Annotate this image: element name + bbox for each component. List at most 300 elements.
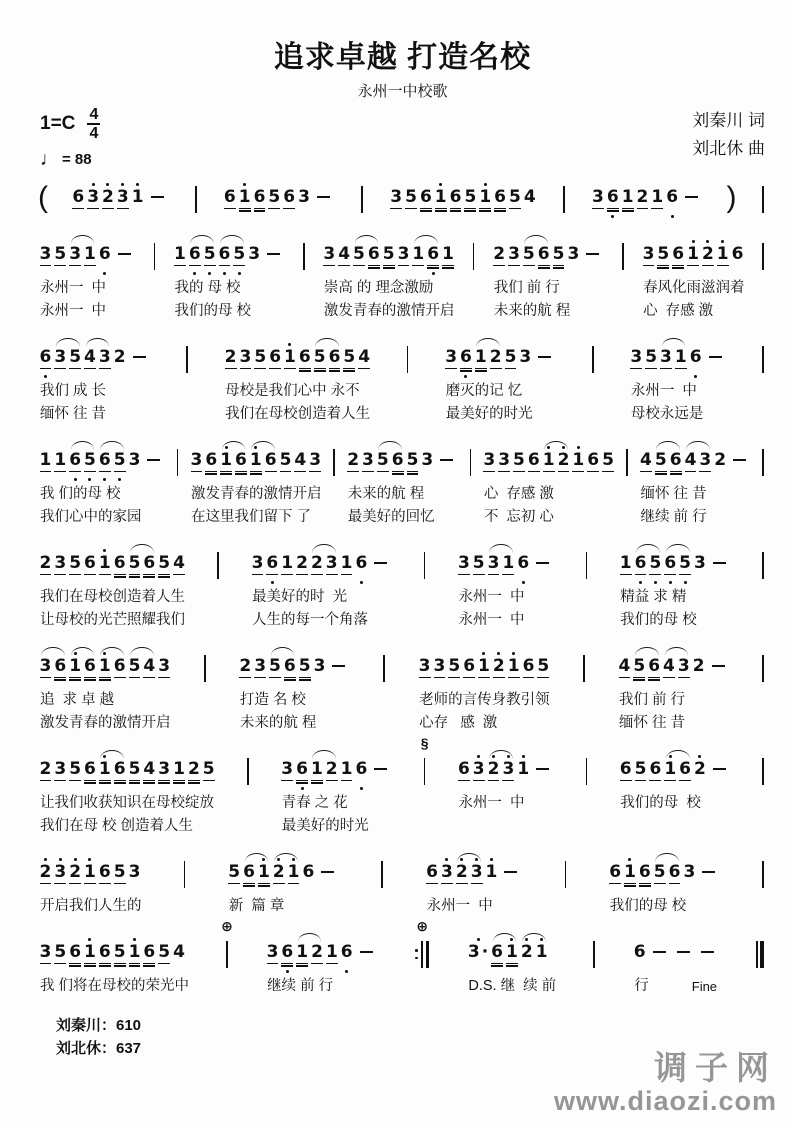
rhythm-underline	[506, 963, 518, 965]
dash-extension	[114, 235, 135, 277]
slur-arc	[375, 441, 405, 483]
note-digit: 6	[302, 861, 315, 882]
note	[102, 178, 114, 220]
rhythm-underline	[250, 473, 262, 475]
lyrics-text: 我 们将在母校的荣光中	[40, 977, 190, 994]
rhythm-underline	[69, 883, 81, 885]
note-digit: 5	[69, 758, 82, 779]
note	[299, 338, 311, 380]
rhythm-underline	[281, 574, 293, 576]
slur-arc	[187, 235, 217, 277]
measure-notes	[173, 235, 286, 277]
slur-arc	[97, 441, 127, 483]
note	[99, 647, 111, 689]
rhythm-underline	[54, 780, 66, 782]
octave-dot-above	[698, 755, 701, 758]
rhythm-underline	[158, 574, 170, 576]
note-digit: 3	[390, 186, 403, 207]
lyrics-line-2	[250, 609, 393, 632]
note-digit: 5	[268, 186, 281, 207]
rhythm-underline	[117, 208, 129, 210]
rhythm-underline	[99, 780, 111, 782]
note-digit: 2	[39, 861, 52, 882]
rhythm-underline	[506, 965, 518, 967]
rhythm-underline	[471, 883, 483, 885]
rhythm-underline	[633, 677, 645, 679]
note-digit: 3	[309, 449, 322, 470]
note-digit: 3	[69, 243, 82, 264]
note-digit: 2	[701, 243, 714, 264]
rhythm-underline	[314, 370, 326, 372]
rhythm-underline	[509, 208, 521, 210]
octave-dot-above	[475, 858, 478, 861]
note	[114, 750, 126, 792]
note	[54, 647, 66, 689]
note	[666, 178, 678, 220]
lyrics-text: 新 篇 章	[228, 897, 285, 914]
note	[284, 338, 296, 380]
note-digit: 5	[634, 758, 647, 779]
rhythm-underline	[69, 679, 81, 681]
note-digit: 1	[340, 758, 353, 779]
octave-dot-below	[684, 581, 687, 584]
octave-dot-below	[654, 581, 657, 584]
rhythm-underline	[40, 265, 52, 267]
measure-notes	[38, 933, 189, 975]
note-digit: 3	[421, 449, 434, 470]
lyrics-line-1	[632, 975, 719, 998]
note-digit: 6	[463, 655, 476, 676]
rhythm-underline	[655, 473, 667, 475]
measure-notes	[632, 933, 719, 975]
final-barline	[753, 933, 767, 968]
rhythm-underline	[288, 883, 300, 885]
note	[252, 544, 264, 586]
lyrics-line-1	[346, 483, 459, 506]
note-digit: 1	[674, 346, 687, 367]
note	[40, 544, 52, 586]
note-digit: 1	[506, 941, 518, 962]
dash-extension	[729, 441, 750, 483]
note	[99, 441, 111, 483]
rhythm-underline	[69, 963, 81, 965]
measure-notes	[417, 647, 551, 689]
note-digit: 1	[284, 346, 296, 367]
note-digit: 5	[522, 243, 535, 264]
note-digit: 6	[367, 243, 380, 264]
note-digit: 6	[606, 186, 619, 207]
barline	[404, 338, 412, 373]
note	[536, 933, 548, 975]
slur-arc	[295, 933, 325, 975]
octave-dot-above	[460, 858, 463, 861]
rhythm-underline	[341, 780, 353, 782]
note-digit: 1	[478, 655, 490, 676]
slur-arc	[127, 544, 157, 586]
measure-notes	[346, 441, 459, 483]
note	[69, 853, 81, 895]
rhythm-underline	[40, 883, 52, 885]
lyrics-line-2	[417, 712, 551, 735]
note-digit: 3	[694, 552, 706, 573]
rhythm-underline	[114, 574, 126, 576]
note	[607, 178, 619, 220]
lyrics-line-1	[227, 895, 340, 918]
lyrics-text: 继续 前 行	[267, 977, 334, 994]
rhythm-underline	[635, 780, 647, 782]
slur-arc	[521, 235, 551, 277]
rhythm-underline	[620, 780, 632, 782]
dash-extension	[673, 933, 694, 975]
note-digit: 3	[87, 186, 100, 207]
note-digit: 3	[483, 449, 496, 470]
lyrics-line-1	[250, 586, 393, 609]
rhythm-underline	[99, 883, 111, 885]
note	[84, 235, 96, 277]
note-digit: 5	[343, 346, 356, 367]
note	[296, 544, 308, 586]
note	[265, 441, 277, 483]
rhythm-underline	[40, 471, 52, 473]
note	[473, 750, 485, 792]
lyrics-text: 永州一 中	[40, 279, 107, 296]
note	[323, 235, 335, 277]
measure-notes	[618, 544, 731, 586]
rhythm-underline	[635, 574, 647, 576]
note-digit: 1	[287, 861, 300, 882]
rhythm-underline	[158, 677, 170, 679]
lyrics-line-1	[444, 380, 557, 403]
octave-dot-above	[510, 938, 513, 941]
rhythm-underline	[326, 780, 338, 782]
slur-arc	[219, 441, 249, 483]
rhythm-underline	[299, 370, 311, 372]
rhythm-underline	[296, 780, 308, 782]
note	[296, 933, 308, 975]
note-digit: 5	[657, 243, 670, 264]
rhythm-underline	[40, 677, 52, 679]
rhythm-underline	[353, 265, 365, 267]
note	[383, 235, 395, 277]
time-signature-bottom: 4	[89, 124, 99, 142]
rhythm-underline	[188, 780, 200, 782]
note-digit: 1	[572, 449, 585, 470]
rhythm-underline	[523, 265, 535, 267]
lyrics-line-1	[466, 975, 556, 998]
note-digit: 5	[254, 346, 267, 367]
rhythm-underline	[685, 471, 697, 473]
slur-arc	[652, 853, 682, 895]
note	[248, 235, 260, 277]
rhythm-underline	[479, 210, 491, 212]
rhythm-underline	[405, 208, 417, 210]
rhythm-underline	[420, 208, 432, 210]
note-digit: 1	[535, 941, 548, 962]
lyrics-line-2	[223, 403, 371, 426]
rhythm-underline	[158, 780, 170, 782]
note	[239, 647, 251, 689]
note-digit: 2	[325, 758, 338, 779]
note-digit: 2	[187, 758, 200, 779]
note	[478, 647, 490, 689]
lyrics-text: 行	[634, 977, 649, 994]
measure-notes	[38, 235, 136, 277]
rhythm-underline	[434, 677, 446, 679]
note-digit: 4	[84, 346, 96, 367]
rhythm-underline	[494, 210, 506, 212]
lyrics-text: 我们在母校创造着人生	[40, 588, 185, 605]
rhythm-underline	[664, 780, 676, 782]
octave-dot-above	[492, 755, 495, 758]
rhythm-underline	[643, 265, 655, 267]
rhythm-underline	[362, 471, 374, 473]
rhythm-underline	[258, 885, 270, 887]
note	[475, 338, 487, 380]
note	[40, 750, 52, 792]
rhythm-underline	[435, 208, 447, 210]
rhythm-underline	[498, 471, 510, 473]
note	[519, 338, 531, 380]
note-digit: 5	[353, 243, 365, 264]
system	[38, 853, 767, 918]
rhythm-underline	[341, 574, 353, 576]
note	[239, 178, 251, 220]
measure	[322, 235, 456, 323]
note	[458, 750, 470, 792]
barline	[420, 734, 429, 785]
note	[473, 544, 485, 586]
composer-number: 刘北休：637	[56, 1039, 142, 1057]
rhythm-underline	[143, 965, 155, 967]
note	[508, 235, 520, 277]
lyrics-text: 精益 求 精	[620, 588, 687, 605]
rhythm-underline	[69, 780, 81, 782]
octave-dot-above	[288, 343, 291, 346]
note-digit: 5	[464, 186, 477, 207]
lyrics-line-2	[618, 815, 731, 838]
lyrics-text: 春风化雨滋润着	[643, 279, 745, 296]
octave-dot-above	[669, 755, 672, 758]
note-digit: 1	[69, 655, 82, 676]
note	[543, 441, 555, 483]
note	[450, 178, 462, 220]
lyrics-text: 未来的航 程	[493, 302, 571, 319]
rhythm-underline	[660, 368, 672, 370]
octave-dot-below	[208, 272, 211, 275]
rhythm-underline	[299, 368, 311, 370]
note-digit: 3	[502, 758, 515, 779]
rhythm-underline	[220, 473, 232, 475]
rhythm-underline	[54, 883, 66, 885]
lyrics-line-2	[346, 506, 459, 529]
rhythm-underline	[235, 473, 247, 475]
rhythm-underline	[69, 368, 81, 370]
rhythm-underline	[445, 368, 457, 370]
lyrics-line-1	[482, 483, 616, 506]
dash-extension	[370, 750, 391, 792]
note	[427, 235, 439, 277]
note	[657, 235, 669, 277]
note	[129, 441, 141, 483]
note-digit: 6	[235, 449, 247, 470]
barline	[590, 933, 598, 968]
rhythm-underline	[158, 576, 170, 578]
barline	[221, 917, 233, 968]
lyrics-line-1	[265, 975, 378, 998]
rhythm-underline	[129, 576, 141, 578]
note-digit: 3	[54, 346, 67, 367]
note-digit: 1	[651, 186, 664, 207]
note-digit: 1	[542, 449, 555, 470]
lyrics-text: 母校是我们心中 永不	[225, 382, 360, 399]
rhythm-underline	[99, 679, 111, 681]
rhythm-underline	[281, 780, 293, 782]
rhythm-underline	[558, 471, 570, 473]
rhythm-underline	[657, 267, 669, 269]
rhythm-underline	[458, 574, 470, 576]
note-digit: 2	[224, 346, 237, 367]
octave-dot-above	[482, 652, 485, 655]
note-digit: 5	[128, 552, 141, 573]
octave-dot-above	[522, 755, 525, 758]
rhythm-underline	[69, 574, 81, 576]
rhythm-underline	[347, 471, 359, 473]
note	[491, 933, 503, 975]
dash-extension	[143, 441, 164, 483]
note	[509, 178, 521, 220]
slur-arc	[541, 441, 571, 483]
rhythm-underline	[240, 368, 252, 370]
note	[228, 853, 240, 895]
measure	[189, 441, 323, 529]
rhythm-underline	[448, 677, 460, 679]
note-digit: 3	[98, 346, 111, 367]
note	[243, 853, 255, 895]
note-digit: 4	[618, 655, 631, 676]
note-digit: 5	[645, 346, 658, 367]
lyrics-text: 青春 之 花	[281, 794, 348, 811]
note-digit: 6	[679, 758, 691, 779]
note	[302, 853, 314, 895]
rhythm-underline	[143, 780, 155, 782]
rhythm-underline	[460, 368, 472, 370]
lyrics-text: 让我们收获知识在母校绽放	[40, 794, 214, 811]
note	[84, 750, 96, 792]
measure	[639, 441, 752, 529]
rhythm-underline	[645, 368, 657, 370]
note	[250, 441, 262, 483]
barline	[619, 235, 627, 270]
rhythm-underline	[717, 265, 729, 267]
composer-credit: 刘北休 曲	[692, 139, 765, 158]
rhythm-underline	[254, 210, 266, 212]
rhythm-underline	[672, 267, 684, 269]
note	[435, 178, 447, 220]
note-digit: 3	[519, 346, 532, 367]
rhythm-underline	[493, 677, 505, 679]
measure	[629, 338, 727, 426]
note	[587, 441, 599, 483]
rhythm-underline	[99, 963, 111, 965]
octave-dot-above	[512, 652, 515, 655]
lyrics-text: 心 存感 激	[483, 485, 554, 502]
measure-notes	[38, 338, 151, 380]
note	[281, 933, 293, 975]
octave-dot-above	[507, 755, 510, 758]
rhythm-underline	[224, 208, 236, 210]
measure-notes	[608, 853, 721, 895]
note	[338, 235, 350, 277]
lyrics-line-1	[456, 586, 554, 609]
note	[434, 647, 446, 689]
octave-dot-above	[692, 240, 695, 243]
note	[513, 441, 525, 483]
barline	[560, 178, 568, 213]
lyrics-line-1	[618, 586, 731, 609]
measure	[238, 647, 351, 735]
rhythm-underline	[239, 677, 251, 679]
rhythm-underline	[296, 574, 308, 576]
rhythm-underline	[269, 677, 281, 679]
note	[517, 750, 529, 792]
measure-notes	[466, 933, 556, 975]
lyrics-line-2	[238, 712, 351, 735]
note	[664, 544, 676, 586]
octave-dot-above	[243, 183, 246, 186]
note	[493, 235, 505, 277]
rhythm-underline	[311, 782, 323, 784]
note	[54, 544, 66, 586]
rhythm-underline	[329, 368, 341, 370]
lyrics-line-2	[280, 815, 393, 838]
measure-notes	[265, 933, 378, 975]
note	[314, 647, 326, 689]
lyrics-text: 我们在母 校 创造着人生	[40, 817, 194, 834]
measure	[591, 178, 704, 220]
slur-arc	[83, 338, 113, 380]
rhythm-underline	[475, 368, 487, 370]
lyrics-text: 我们的母 校	[609, 897, 687, 914]
note	[174, 235, 186, 277]
note-digit: 4	[173, 941, 185, 962]
rhythm-underline	[314, 368, 326, 370]
rhythm-underline	[607, 208, 619, 210]
lyrics-line-2	[618, 609, 731, 632]
note-digit: 6	[188, 243, 201, 264]
note-digit: 6	[98, 941, 111, 962]
rhythm-underline	[294, 471, 306, 473]
note-digit: 5	[537, 655, 550, 676]
note	[99, 544, 111, 586]
lyrics-text: 心存 感 激	[419, 714, 498, 731]
rhythm-underline	[622, 210, 634, 212]
note	[609, 853, 621, 895]
lyrics-line-2	[482, 506, 616, 529]
note-digit: 6	[494, 186, 507, 207]
lyrics-line-1	[38, 380, 151, 403]
lyrics-text: 在这里我们留下 了	[191, 508, 312, 525]
note	[508, 647, 520, 689]
lyricist-number: 刘秦川：610	[56, 1016, 142, 1034]
repeat-dots	[415, 941, 418, 968]
rhythm-underline	[129, 677, 141, 679]
rhythm-underline	[648, 679, 660, 681]
note-digit: 6	[391, 449, 404, 470]
octave-dot-above	[133, 938, 136, 941]
lyrics-text: 打造 名 校	[239, 691, 306, 708]
time-signature-top: 4	[89, 106, 99, 123]
note	[158, 750, 170, 792]
